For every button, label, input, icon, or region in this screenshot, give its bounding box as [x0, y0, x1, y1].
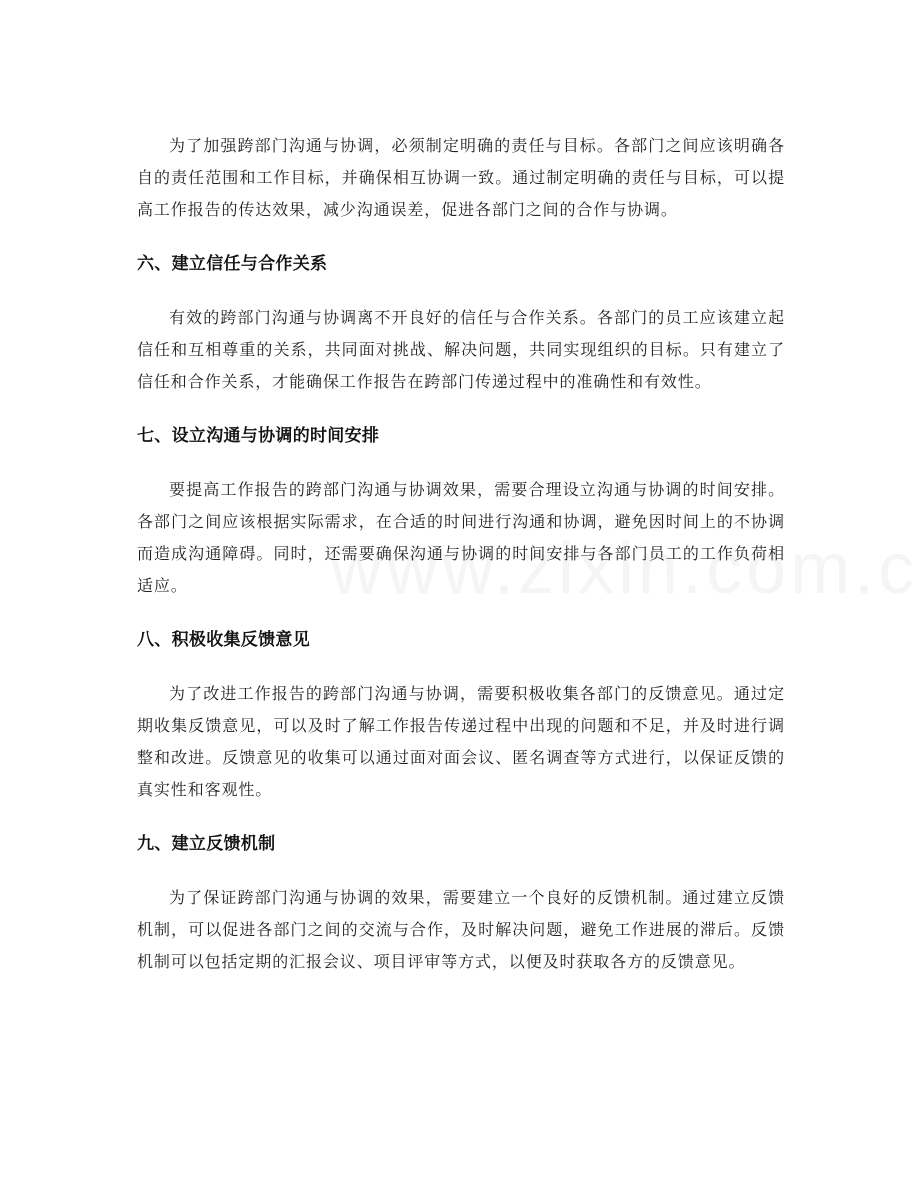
section-heading-7: 七、设立沟通与协调的时间安排: [137, 426, 380, 446]
section-heading-9: 九、建立反馈机制: [137, 834, 276, 854]
paragraph-collect-feedback: 为了改进工作报告的跨部门沟通与协调，需要积极收集各部门的反馈意见。通过定期收集反馈意见，可以及时了解工作报告传递过程中出现的问题和不足，并及时进行调整和改进。反馈意见的收集可以通过面对面会议、匿名调查等方式进行，以保证反馈的真实性和客观性。: [137, 684, 785, 799]
section-heading-6: 六、建立信任与合作关系: [137, 254, 328, 274]
section-heading-8: 八、积极收集反馈意见: [137, 630, 310, 650]
paragraph-feedback-mechanism: 为了保证跨部门沟通与协调的效果，需要建立一个良好的反馈机制。通过建立反馈机制，可以促进各部门之间的交流与合作，及时解决问题，避免工作进展的滞后。反馈机制可以包括定期的汇报会议、项目评审等方式，以便及时获取各方的反馈意见。: [137, 888, 785, 971]
paragraph-responsibility-goals: 为了加强跨部门沟通与协调，必须制定明确的责任与目标。各部门之间应该明确各自的责任范围和工作目标，并确保相互协调一致。通过制定明确的责任与目标，可以提高工作报告的传达效果，减少沟通误差，促进各部门之间的合作与协调。: [137, 136, 785, 219]
paragraph-trust-cooperation: 有效的跨部门沟通与协调离不开良好的信任与合作关系。各部门的员工应该建立起信任和互相尊重的关系，共同面对挑战、解决问题，共同实现组织的目标。只有建立了信任和合作关系，才能确保工作报告在跨部门传递过程中的准确性和有效性。: [137, 308, 785, 391]
paragraph-time-arrangement: 要提高工作报告的跨部门沟通与协调效果，需要合理设立沟通与协调的时间安排。各部门之间应该根据实际需求，在合适的时间进行沟通和协调，避免因时间上的不协调而造成沟通障碍。同时，还需要确保沟通与协调的时间安排与各部门员工的工作负荷相适应。: [137, 480, 785, 595]
document-body: [137, 130, 785, 978]
